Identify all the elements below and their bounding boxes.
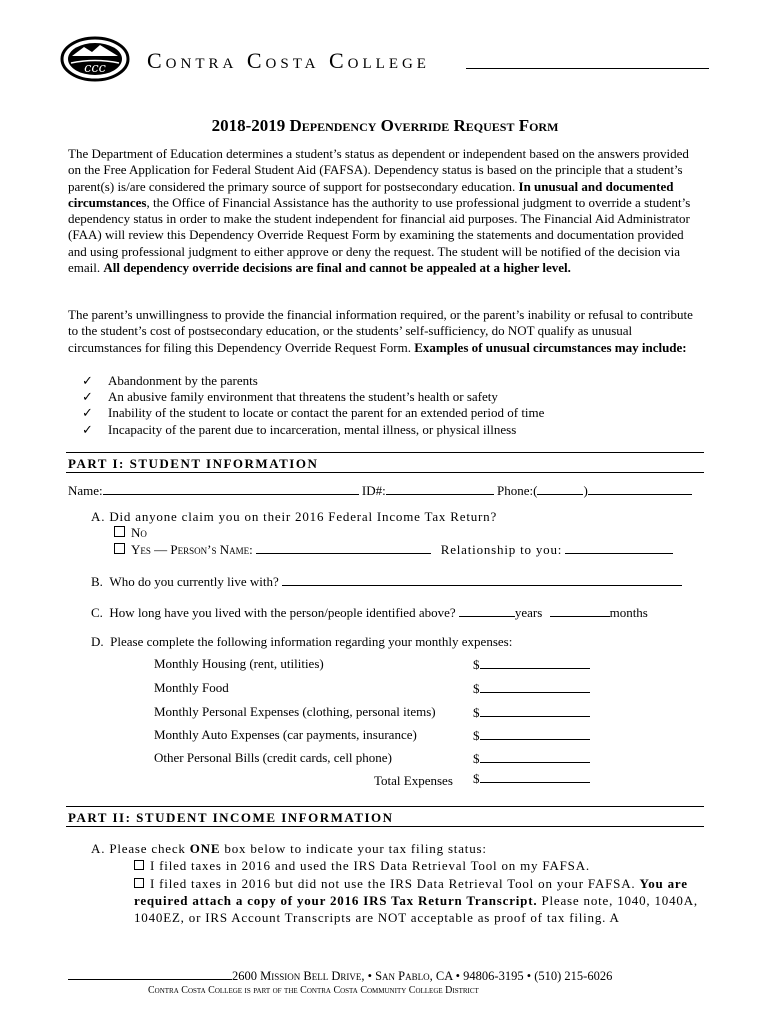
phone-close: ) <box>583 483 588 498</box>
option-yes[interactable] <box>114 541 673 558</box>
part1-title: PART I: STUDENT INFORMATION <box>68 456 319 471</box>
question-bold: ONE <box>189 841 221 856</box>
dollar-sign: $ <box>473 771 480 786</box>
expense-amount <box>473 704 590 721</box>
examples-list <box>82 373 544 438</box>
list-item <box>82 405 544 421</box>
dollar-sign: $ <box>473 751 480 766</box>
section-divider <box>66 806 704 807</box>
question-text: Who do you currently live with? <box>109 574 279 589</box>
example-text: Inability of the student to locate or contact the parent for an extended period of time <box>108 405 545 421</box>
question-text: Please complete the following information regarding your monthly expenses: <box>110 634 513 649</box>
phone-label: Phone:( <box>497 483 538 498</box>
footer-rule <box>68 967 232 980</box>
checkbox-option-2[interactable] <box>134 878 144 888</box>
intro-text-cont: , the Office of Financial Assistance has the authority to use professional judgment to override a student’s dependency status in order to make the student independent for financial aid purposes. The Financial Aid Administrator (FAA) will review this Dependency Override Request Form by examining the statements and documentation provided and using professional judgment to either approve or deny the request. The student will be notified of the decision via email. <box>68 194 691 276</box>
personal-amount-field[interactable] <box>480 704 590 717</box>
phone-number-field[interactable] <box>588 482 692 495</box>
years-label: years <box>514 605 543 620</box>
intro-bold: In unusual and documented circumstances <box>68 178 674 210</box>
months-label: months <box>609 605 648 620</box>
checkmark-icon: ✓ <box>82 421 93 437</box>
dollar-sign: $ <box>473 681 480 696</box>
intro-text-2: The parent’s unwillingness to provide the financial information required, or the parent’s inability or refusal to contribute to the student’s cost of postsecondary education, or the students’ self-sufficiency, do NOT qualify as unusual circumstances for filing this Dependency Override Request Form. <box>68 307 693 355</box>
food-amount-field[interactable] <box>480 680 590 693</box>
intro-bold-final: All dependency override decisions are final and cannot be appealed at a higher level. <box>103 260 571 276</box>
option-1-label: I filed taxes in 2016 and used the IRS Data Retrieval Tool on my FAFSA. <box>150 858 590 873</box>
expense-amount <box>473 680 590 697</box>
name-field[interactable] <box>103 482 359 495</box>
id-field[interactable] <box>386 482 494 495</box>
filing-option-1[interactable] <box>134 858 704 874</box>
total-expenses-label: Total Expenses <box>374 773 453 788</box>
option-no-label: No <box>131 525 147 540</box>
expense-amount <box>473 656 590 673</box>
question-text: How long have you lived with the person/people identified above? <box>109 605 456 620</box>
list-item <box>82 373 544 389</box>
question-letter: B. <box>91 574 103 589</box>
footer-district: Contra Costa College is part of the Contra Costa Community College District <box>148 985 479 996</box>
expense-amount <box>473 750 590 767</box>
bills-amount-field[interactable] <box>480 750 590 763</box>
question-letter: D. <box>91 634 104 649</box>
relationship-field[interactable] <box>565 541 673 554</box>
section-divider <box>66 826 704 827</box>
question-letter: A. <box>91 841 106 856</box>
question-a <box>91 509 497 525</box>
part2-question-a <box>91 841 487 857</box>
name-label: Name: <box>68 483 103 498</box>
question-b <box>91 573 682 590</box>
question-c <box>91 604 648 621</box>
expense-label: Monthly Food <box>154 680 229 695</box>
checkmark-icon: ✓ <box>82 373 93 388</box>
phone-area-field[interactable] <box>537 482 583 495</box>
option-2-note: Please note, 1040, 1040A, 1040EZ, or IRS Account Transcripts are NOT acceptable as proof of tax filing. A <box>134 893 698 925</box>
list-item <box>82 422 544 438</box>
question-d <box>91 634 512 650</box>
intro-paragraph-2 <box>68 307 704 356</box>
question-letter: A. <box>91 509 106 524</box>
checkbox-yes[interactable] <box>114 543 125 554</box>
question-text: box below to indicate your tax filing status: <box>224 841 487 856</box>
expense-label: Monthly Auto Expenses (car payments, insurance) <box>154 727 417 742</box>
college-name-rule <box>466 68 709 69</box>
example-text: Abandonment by the parents <box>108 373 258 388</box>
housing-amount-field[interactable] <box>480 656 590 669</box>
id-label: ID#: <box>361 483 386 498</box>
question-text: Please check <box>109 841 186 856</box>
expense-amount <box>473 770 590 787</box>
option-2-label: I filed taxes in 2016 but did not use the IRS Data Retrieval Tool on your FAFSA. <box>150 876 636 891</box>
list-item <box>82 389 544 405</box>
footer-address: 2600 Mission Bell Drive, • San Pablo, CA • 94806-3195 • (510) 215-6026 <box>232 969 613 983</box>
checkbox-option-1[interactable] <box>134 860 144 870</box>
expense-amount <box>473 727 590 744</box>
question-letter: C. <box>91 605 103 620</box>
expense-label: Other Personal Bills (credit cards, cell phone) <box>154 750 392 765</box>
part2-title: PART II: STUDENT INCOME INFORMATION <box>68 810 394 825</box>
svg-text:ccc: ccc <box>84 61 106 76</box>
filing-option-2[interactable] <box>134 875 706 926</box>
dollar-sign: $ <box>473 728 480 743</box>
months-field[interactable] <box>550 604 610 617</box>
intro-text: The Department of Education determines a student’s status as dependent or independent based on the answers provided on the Free Application for Federal Student Aid (FAFSA). Dependency status is based on the principle that a student’s parent(s) is/are considered the primary source of support for postsecondary education. <box>68 146 689 194</box>
example-text: Incapacity of the parent due to incarceration, mental illness, or physical illness <box>108 421 517 437</box>
dollar-sign: $ <box>473 705 480 720</box>
option-no[interactable] <box>114 525 147 541</box>
option-yes-label: Yes — Person’s Name: <box>131 542 253 557</box>
checkbox-no[interactable] <box>114 526 125 537</box>
footer-address-row <box>68 967 612 984</box>
question-text: Did anyone claim you on their 2016 Federal Income Tax Return? <box>109 509 498 524</box>
person-name-field[interactable] <box>256 541 431 554</box>
checkmark-icon: ✓ <box>82 405 93 421</box>
relationship-label: Relationship to you: <box>440 542 563 557</box>
lives-with-field[interactable] <box>282 573 682 586</box>
college-name: Contra Costa College <box>147 48 430 73</box>
years-field[interactable] <box>459 604 515 617</box>
college-logo <box>60 36 130 82</box>
intro-paragraph-1 <box>68 146 704 276</box>
example-text: An abusive family environment that threatens the student’s health or safety <box>108 389 498 405</box>
student-info-row <box>68 482 692 499</box>
section-divider <box>66 452 704 453</box>
section-divider <box>66 472 704 473</box>
option-2-requirement: You are required attach a copy of your 2016 IRS Tax Return Transcript. <box>134 876 688 908</box>
form-title: 2018-2019 Dependency Override Request Form <box>211 116 559 135</box>
expense-label: Monthly Housing (rent, utilities) <box>154 656 324 671</box>
checkmark-icon: ✓ <box>82 389 93 405</box>
auto-amount-field[interactable] <box>480 727 590 740</box>
total-amount-field[interactable] <box>480 770 590 783</box>
dollar-sign: $ <box>473 657 480 672</box>
expense-label: Monthly Personal Expenses (clothing, personal items) <box>154 704 436 719</box>
examples-heading: Examples of unusual circumstances may include: <box>414 339 687 355</box>
